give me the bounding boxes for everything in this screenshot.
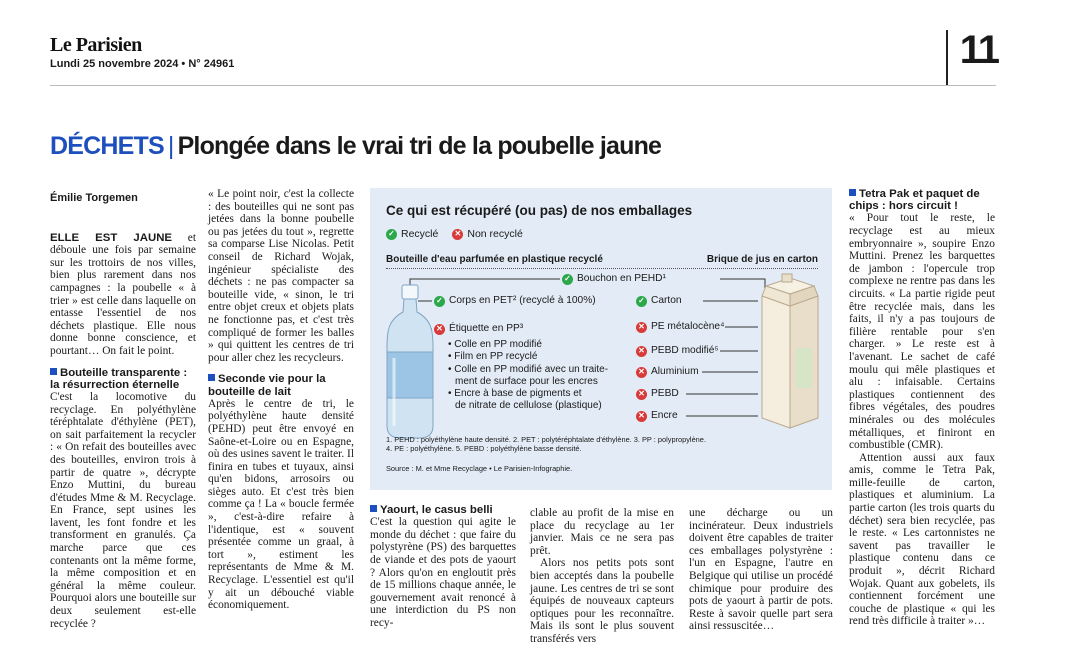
item-encre bbox=[636, 410, 678, 422]
item-carton bbox=[636, 295, 682, 307]
bottle-illustration bbox=[387, 285, 433, 438]
article-column-3 bbox=[370, 504, 516, 630]
subhead-yaourt bbox=[370, 504, 516, 516]
sublist-item: de nitrate de cellulose (plastique) bbox=[455, 400, 602, 412]
item-label: Bouchon en PEHD¹ bbox=[577, 273, 666, 284]
subhead-text: Yaourt, le casus belli bbox=[380, 504, 493, 516]
item-label: Aluminium bbox=[651, 366, 699, 377]
sublist-item: • Encre à base de pigments et bbox=[448, 388, 582, 400]
cross-icon: ✕ bbox=[434, 324, 445, 335]
square-bullet-icon bbox=[50, 368, 57, 375]
check-icon: ✓ bbox=[562, 274, 573, 285]
item-label: Carton bbox=[651, 295, 682, 306]
infographic-source: Source : M. et Mme Recyclage • Le Parisien-Infographie. bbox=[386, 464, 573, 473]
lead-text: et déboule une fois par semaine sur les trottoirs de nos villes, bien plus rarement dans nos campagnes : la poubelle « à trier » est celle dans laquelle on entasse l'essentiel de nos déchets plastique. Elle nous donne bonne conscience, et pourtant… On fait le point. bbox=[50, 231, 196, 357]
section-bottle-label: Bouteille d'eau parfumée en plastique recyclé bbox=[386, 254, 603, 265]
newspaper-logo: Le Parisien bbox=[50, 34, 142, 56]
cross-icon: ✕ bbox=[636, 322, 647, 333]
cross-icon: ✕ bbox=[452, 229, 463, 240]
subhead-lait bbox=[208, 373, 354, 397]
check-icon: ✓ bbox=[636, 296, 647, 307]
article-column-6 bbox=[849, 188, 995, 628]
footnote-line: 1. PEHD : polyéthylène haute densité. 2. PET : polytéréphtalate d'éthylène. 3. PP : polypropylène. bbox=[386, 435, 706, 444]
cross-icon: ✕ bbox=[636, 411, 647, 422]
cross-icon: ✕ bbox=[636, 389, 647, 400]
paragraph: une décharge ou un incinérateur. Deux industriels doivent être capables de traiter ces emballages polystyrène : l'un en Espagne, l'autre en Belgique qui utilise un procédé chimique pour produire des pots de yaourt à partir de pots. Reste à savoir quelle part sera ainsi ressuscitée… bbox=[689, 507, 833, 633]
article-column-5 bbox=[689, 507, 833, 633]
item-label: PEBD bbox=[651, 388, 679, 399]
square-bullet-icon bbox=[208, 374, 215, 381]
subhead-text: Bouteille transparente : la résurrection éternelle bbox=[50, 366, 188, 391]
cross-icon: ✕ bbox=[636, 367, 647, 378]
subhead-bouteille bbox=[50, 367, 196, 391]
item-pebd bbox=[636, 388, 679, 400]
paragraph: « Le point noir, c'est la collecte : des bouteilles qui ne sont pas jetées dans la bonne poubelle ou pas jetées du tout », regrette sa comparse Lise Nicolas. Petit conseil de Richard Wojak, ingénieur spécialiste des déchets : ne pas compacter sa bouteille vide, « sinon, le tri entre objet creux et objets plats ne fonctionne pas, et c'est très compliqué de former les balles » qui quittent les centres de tri pour aller chez les recycleurs. bbox=[208, 188, 354, 364]
headline-title: Plongée dans le vrai tri de la poubelle jaune bbox=[177, 132, 662, 160]
square-bullet-icon bbox=[370, 505, 377, 512]
masthead bbox=[50, 34, 234, 70]
item-bouchon bbox=[562, 273, 666, 285]
check-icon: ✓ bbox=[434, 296, 445, 307]
item-etiquette bbox=[434, 323, 523, 335]
subhead-text: Seconde vie pour la bouteille de lait bbox=[208, 373, 326, 398]
square-bullet-icon bbox=[849, 189, 856, 196]
item-label: PE métalocène⁴ bbox=[651, 321, 725, 332]
infographic bbox=[370, 188, 832, 490]
paragraph: C'est la question qui agite le monde du déchet : que faire du polystyrène (PS) des barquettes de viande et des pots de yaourt ? Alors qu'on en engloutit près de 15 millions chaque année, le gouvernement avait renoncé à une interdiction du PS non recy- bbox=[370, 516, 516, 629]
check-icon: ✓ bbox=[386, 229, 397, 240]
headline-kicker: DÉCHETS bbox=[50, 132, 164, 160]
sublist-item: • Colle en PP modifié bbox=[448, 339, 542, 350]
legend-not-recycled: Non recyclé bbox=[467, 228, 523, 240]
item-pebd-modifie bbox=[636, 345, 719, 357]
byline: Émilie Torgemen bbox=[50, 192, 138, 204]
issue-date: Lundi 25 novembre 2024 • N° 24961 bbox=[50, 58, 235, 70]
subhead-tetra-pak bbox=[849, 188, 995, 212]
header-rule bbox=[50, 85, 996, 86]
page-number: 11 bbox=[959, 28, 998, 72]
footnote-line: 4. PE : polyéthylène. 5. PEBD : polyéthylène basse densité. bbox=[386, 444, 582, 454]
item-label: Encre bbox=[651, 410, 678, 421]
legend-recycled: Recyclé bbox=[401, 228, 439, 240]
item-label: Étiquette en PP³ bbox=[449, 323, 524, 334]
infographic-title: Ce qui est récupéré (ou pas) de nos emballages bbox=[386, 203, 693, 218]
header-divider bbox=[946, 30, 948, 86]
paragraph: Après le centre de tri, le polyéthylène haute densité (PEHD) peut être envoyé en Saône-et-Loire ou en Espagne, où des usines savent le traiter. Il finira en tubes et tuyaux, ainsi qu'en bidons, arrosoirs ou sièges auto. Et c'est très bien comme ça ! La « boucle fermée », c'est-à-dire refaire à l'identique, est « souvent présentée comme un graal, à tort », estiment les représentants de Mme & M. Recyclage. L'essentiel est qu'il y ait un débouché viable économiquement. bbox=[208, 397, 354, 612]
dotted-divider bbox=[386, 268, 818, 269]
headline-separator: | bbox=[167, 132, 174, 160]
lead-bold: ELLE EST JAUNE bbox=[50, 231, 173, 244]
item-aluminium bbox=[636, 366, 699, 378]
sublist-item: • Film en PP recyclé bbox=[448, 351, 538, 363]
sublist-item: • Colle en PP modifié avec un traite- bbox=[448, 363, 609, 375]
infographic-legend bbox=[386, 228, 523, 240]
subhead-text: Tetra Pak et paquet de chips : hors circuit ! bbox=[849, 188, 980, 213]
item-corps bbox=[434, 295, 596, 307]
paragraph: Attention aussi aux faux amis, comme le Tetra Pak, mille-feuille de carton, plastiques et aluminium. La partie carton (les trois quarts du déchet) sera bien recyclée, pas le reste. « Les cartonnistes ne savent pas travailler le plastique contenu dans ce produit », décrit Richard Wojak. Quant aux gobelets, ils contiennent forcément une couche de plastique « qui les rend très difficile à traiter »… bbox=[849, 451, 995, 628]
cross-icon: ✕ bbox=[636, 346, 647, 357]
paragraph: Alors nos petits pots sont bien acceptés dans la poubelle jaune. Les centres de tri se sont équipés de nouveaux capteurs optiques pour les reconnaître. Mais ils sont le plus souvent transférés vers bbox=[530, 557, 674, 645]
item-label: Corps en PET² (recyclé à 100%) bbox=[449, 295, 596, 306]
article-column-1 bbox=[50, 192, 196, 630]
item-label: PEBD modifié⁵ bbox=[651, 345, 719, 356]
paragraph: C'est la locomotive du recyclage. En polyéthylène téréphtalate d'éthylène (PET), on sait parfaitement la recycler : « On refait des bouteilles avec des bouteilles, environ trois à partir de quatre », décrypte Enzo Muttini, du bureau d'études Mme & M. Recyclage. En France, sept usines les lavent, les font fondre et les transforment en granulés. Ça marche parce que ces contenants ont la même forme, la même composition et en général la même couleur. Pourquoi alors une bouteille sur deux seulement est-elle recyclée ? bbox=[50, 390, 196, 630]
sublist-item: ment de surface pour les encres bbox=[455, 375, 598, 387]
paragraph: « Pour tout le reste, le recyclage est au mieux embryonnaire », soupire Enzo Muttini. Prenez les barquettes de jambon : l'opercule trop complexe ne rentre pas dans les circuits. « La partie rigide peut être recyclée mais, dans les faits, il n'y a pas toujours de filière rentable pour s'en charger. » Le reste est à l'avenant. Le sachet de café moulu qui mêle plastiques et alu : infaisable. Certains plastiques contiennent des fibres végétales, des poudres minérales ou des molécules métalliques, et finiront en combustible (CMR). bbox=[849, 212, 995, 452]
article-column-4 bbox=[530, 507, 674, 646]
item-pe-metallocene bbox=[636, 321, 724, 333]
infographic-footnotes bbox=[386, 435, 706, 454]
lead-paragraph bbox=[50, 232, 196, 358]
etiquette-sublist bbox=[448, 339, 608, 413]
section-carton-label: Brique de jus en carton bbox=[706, 254, 818, 265]
paragraph: clable au profit de la mise en place du recyclage au 1er janvier. Mais ce ne sera pas prêt. bbox=[530, 507, 674, 557]
juice-carton-illustration bbox=[762, 274, 818, 428]
article-column-2 bbox=[208, 188, 354, 612]
headline bbox=[50, 132, 661, 161]
